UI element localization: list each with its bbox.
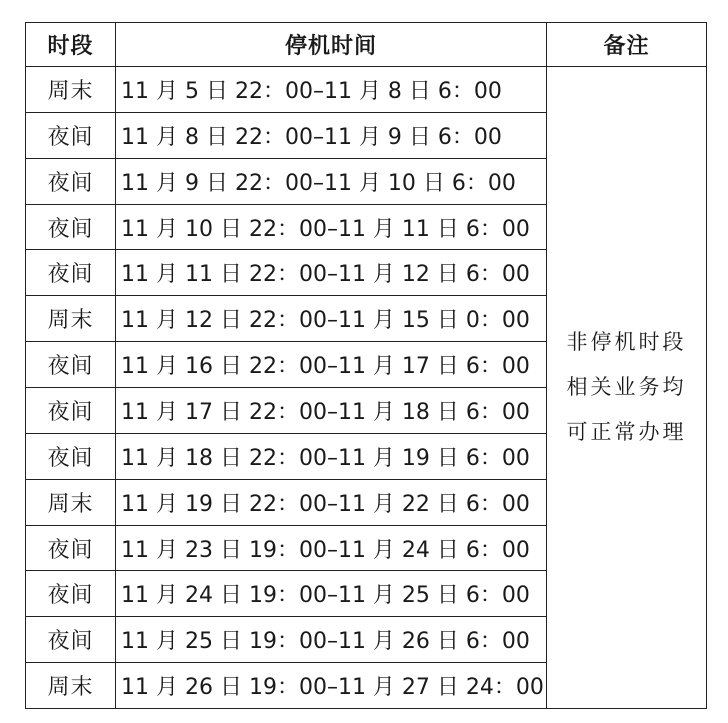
period-cell: 周末 (26, 296, 116, 342)
header-period: 时段 (26, 23, 116, 67)
downtime-cell: 11 月 24 日 19：00–11 月 25 日 6：00 (116, 571, 547, 617)
downtime-cell: 11 月 12 日 22：00–11 月 15 日 0：00 (116, 296, 547, 342)
note-cell (547, 67, 707, 709)
period-cell: 夜间 (26, 112, 116, 158)
downtime-cell: 11 月 26 日 19：00–11 月 27 日 24：00 (116, 663, 547, 709)
downtime-cell: 11 月 19 日 22：00–11 月 22 日 6：00 (116, 479, 547, 525)
header-downtime: 停机时间 (116, 23, 547, 67)
downtime-cell: 11 月 11 日 22：00–11 月 12 日 6：00 (116, 250, 547, 296)
downtime-cell: 11 月 25 日 19：00–11 月 26 日 6：00 (116, 617, 547, 663)
downtime-cell: 11 月 8 日 22：00–11 月 9 日 6：00 (116, 112, 547, 158)
note-line: 非停机时段 (566, 330, 687, 355)
downtime-cell: 11 月 10 日 22：00–11 月 11 日 6：00 (116, 204, 547, 250)
downtime-cell: 11 月 16 日 22：00–11 月 17 日 6：00 (116, 342, 547, 388)
period-cell: 周末 (26, 479, 116, 525)
note-line: 相关业务均 (566, 375, 687, 400)
downtime-cell: 11 月 17 日 22：00–11 月 18 日 6：00 (116, 388, 547, 434)
period-cell: 夜间 (26, 250, 116, 296)
period-cell: 夜间 (26, 525, 116, 571)
downtime-cell: 11 月 9 日 22：00–11 月 10 日 6：00 (116, 158, 547, 204)
downtime-cell: 11 月 5 日 22：00–11 月 8 日 6：00 (116, 67, 547, 113)
downtime-cell: 11 月 18 日 22：00–11 月 19 日 6：00 (116, 433, 547, 479)
period-cell: 夜间 (26, 342, 116, 388)
table-header-row (26, 23, 707, 67)
period-cell: 夜间 (26, 204, 116, 250)
period-cell: 夜间 (26, 433, 116, 479)
period-cell: 周末 (26, 67, 116, 113)
note-line: 可正常办理 (566, 420, 687, 445)
period-cell: 夜间 (26, 388, 116, 434)
period-cell: 夜间 (26, 158, 116, 204)
downtime-cell: 11 月 23 日 19：00–11 月 24 日 6：00 (116, 525, 547, 571)
table-row (26, 67, 707, 113)
downtime-schedule-table (25, 22, 707, 709)
period-cell: 周末 (26, 663, 116, 709)
header-note: 备注 (547, 23, 707, 67)
period-cell: 夜间 (26, 571, 116, 617)
period-cell: 夜间 (26, 617, 116, 663)
